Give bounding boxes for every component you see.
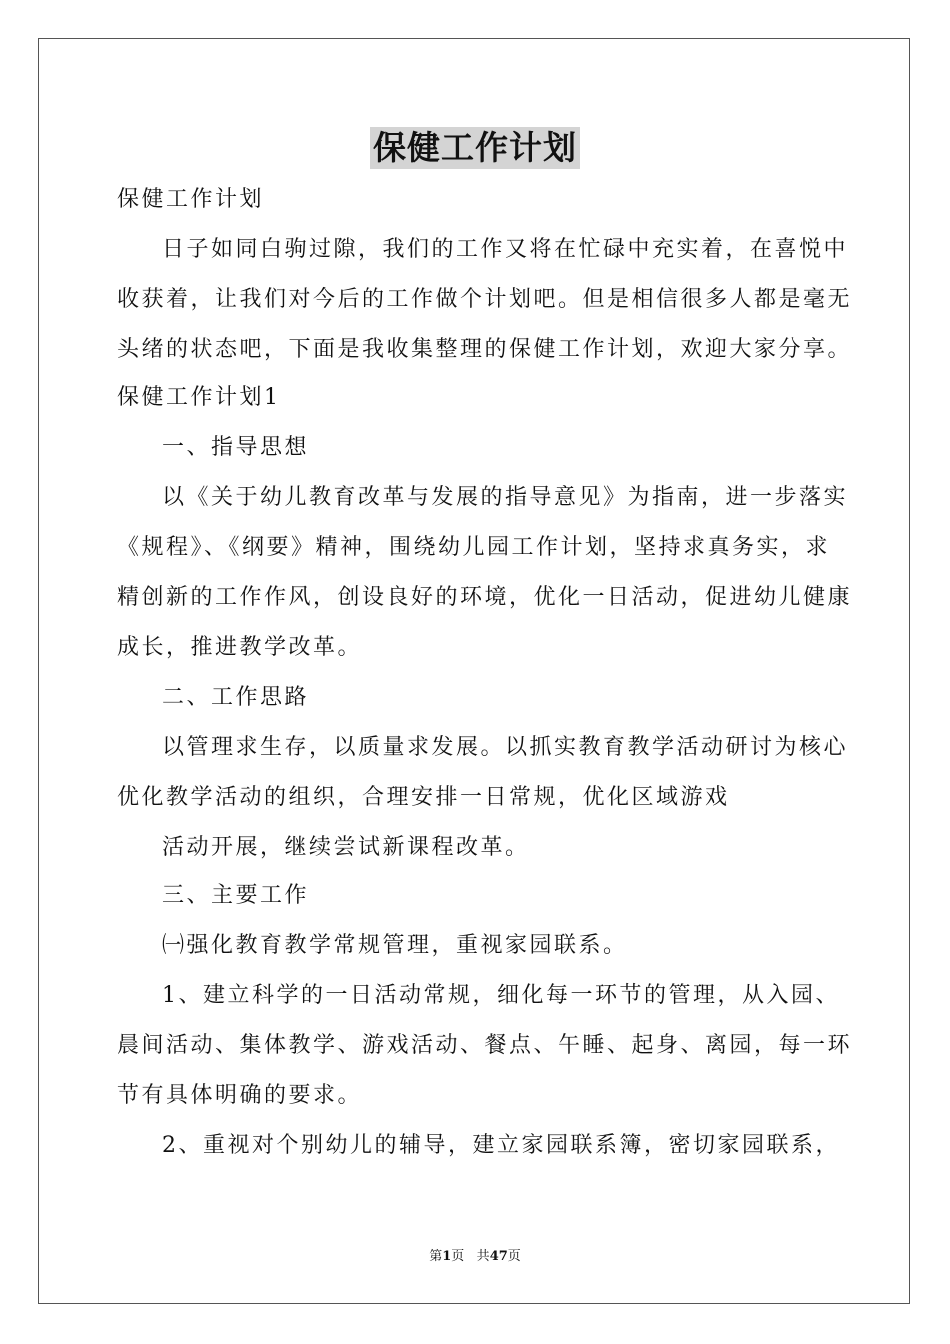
paragraph-line: 1、建立科学的一日活动常规，细化每一环节的管理，从入园、 (162, 983, 840, 1008)
total-prefix: 共 (476, 1249, 490, 1264)
subsection-heading: 二、工作思路 (162, 685, 310, 710)
paragraph-line: 晨间活动、集体教学、游戏活动、餐点、午睡、起身、离园，每一环 (117, 1033, 853, 1058)
paragraph-line: 以管理求生存，以质量求发展。以抓实教育教学活动研讨为核心 (162, 735, 849, 760)
paragraph-line: ㈠强化教育教学常规管理，重视家园联系。 (162, 933, 628, 958)
subtitle-line: 保健工作计划 (117, 187, 265, 212)
document-title-text: 保健工作计划 (370, 127, 580, 169)
subsection-heading: 三、主要工作 (162, 883, 310, 908)
paragraph-line: 2、重视对个别幼儿的辅导，建立家园联系簿，密切家园联系， (162, 1133, 840, 1158)
paragraph-line: 成长，推进教学改革。 (117, 635, 363, 660)
paragraph-line: 活动开展，继续尝试新课程改革。 (162, 835, 530, 860)
paragraph-line: 头绪的状态吧，下面是我收集整理的保健工作计划，欢迎大家分享。 (117, 337, 853, 362)
total-suffix: 页 (507, 1249, 521, 1264)
paragraph-line: 收获着，让我们对今后的工作做个计划吧。但是相信很多人都是毫无 (117, 287, 853, 312)
paragraph-line: 优化教学活动的组织，合理安排一日常规，优化区域游戏 (117, 785, 730, 810)
page-suffix: 页 (451, 1249, 465, 1264)
page-prefix: 第 (429, 1249, 443, 1264)
page-footer (0, 1248, 950, 1266)
paragraph-line: 以《关于幼儿教育改革与发展的指导意见》为指南，进一步落实 (162, 485, 849, 510)
paragraph-line: 精创新的工作作风，创设良好的环境，优化一日活动，促进幼儿健康 (117, 585, 853, 610)
document-title (0, 126, 950, 170)
section-heading: 保健工作计划1 (117, 385, 281, 410)
page-border (38, 38, 910, 1304)
paragraph-line: 日子如同白驹过隙，我们的工作又将在忙碌中充实着，在喜悦中 (162, 237, 849, 262)
total-pages: 47 (489, 1249, 508, 1264)
paragraph-line: 节有具体明确的要求。 (117, 1083, 363, 1108)
page-number: 1 (442, 1249, 452, 1264)
paragraph-line: 《规程》、《纲要》精神，围绕幼儿园工作计划，坚持求真务实，求 (117, 535, 831, 560)
subsection-heading: 一、指导思想 (162, 435, 310, 460)
